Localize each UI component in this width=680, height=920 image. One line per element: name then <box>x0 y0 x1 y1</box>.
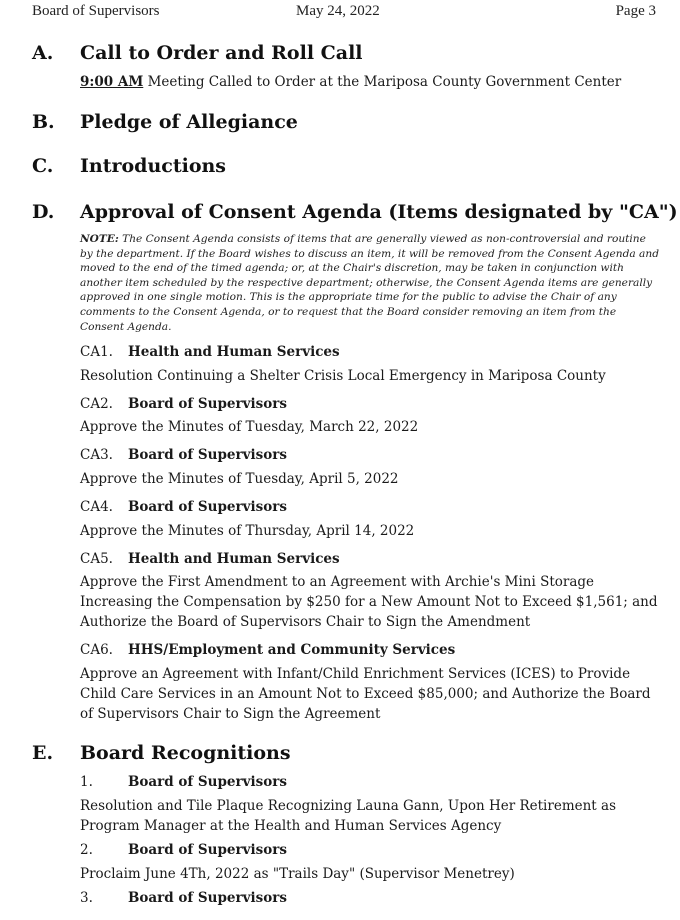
consent-item-ca5-header <box>80 549 340 569</box>
item-department: Board of Supervisors <box>128 774 287 790</box>
consent-agenda-note <box>80 232 660 334</box>
meeting-time: 9:00 AM <box>80 74 144 90</box>
consent-item-ca4-description: Approve the Minutes of Thursday, April 14, 2022 <box>80 523 415 539</box>
item-code: CA5. <box>80 551 113 567</box>
item-code: 1. <box>80 774 93 790</box>
recognition-item-1-header <box>80 772 287 792</box>
section-c-title: Introductions <box>80 155 227 177</box>
section-a-letter: A. <box>32 42 54 64</box>
section-a-title: Call to Order and Roll Call <box>80 42 363 64</box>
item-department: Board of Supervisors <box>128 890 287 906</box>
item-code: 3. <box>80 890 93 906</box>
item-code: CA1. <box>80 344 113 360</box>
section-a-line <box>80 72 660 92</box>
recognition-item-3-header <box>80 888 287 908</box>
consent-item-ca5-description: Approve the First Amendment to an Agreement with Archie's Mini Storage Increasing the Compensation by $250 for a New Amount Not to Exceed $1,561; and Authorize the Board of Supervisors Chair to Sign the Amendment <box>80 574 658 630</box>
item-department: Board of Supervisors <box>128 842 287 858</box>
consent-item-ca3-description: Approve the Minutes of Tuesday, April 5, 2022 <box>80 471 399 487</box>
item-department: Board of Supervisors <box>128 396 287 412</box>
item-code: CA6. <box>80 642 113 658</box>
consent-item-ca1-description: Resolution Continuing a Shelter Crisis Local Emergency in Mariposa County <box>80 368 606 384</box>
consent-item-ca1-header <box>80 342 340 362</box>
meeting-description: Meeting Called to Order at the Mariposa County Government Center <box>147 74 622 90</box>
consent-item-ca2-header <box>80 394 287 414</box>
header-date: May 24, 2022 <box>296 3 380 19</box>
item-code: CA4. <box>80 499 113 515</box>
header-page-number: Page 3 <box>615 3 656 19</box>
consent-item-ca4-header <box>80 497 287 517</box>
section-e-letter: E. <box>32 742 54 764</box>
section-d-title: Approval of Consent Agenda (Items designated by "CA") <box>80 201 678 223</box>
recognition-item-2-description: Proclaim June 4Th, 2022 as "Trails Day" (Supervisor Menetrey) <box>80 866 515 882</box>
consent-item-ca3-header <box>80 445 287 465</box>
consent-item-ca6-header <box>80 640 456 660</box>
section-e-title: Board Recognitions <box>80 742 291 764</box>
section-c-letter: C. <box>32 155 54 177</box>
consent-item-ca6-description: Approve an Agreement with Infant/Child Enrichment Services (ICES) to Provide Child Care Services in an Amount Not to Exceed $85,000; and Authorize the Board of Supervisors Chair to Sign the Agreement <box>80 666 651 722</box>
item-department: Health and Human Services <box>128 344 340 360</box>
section-b-letter: B. <box>32 111 55 133</box>
note-text: The Consent Agenda consists of items that are generally viewed as non-controversial and routine by the department. If the Board wishes to discuss an item, it will be removed from the Consent Agenda and moved to the end of the timed agenda; or, at the Chair's discretion, may be taken in conjunction with another item scheduled by the respective department; otherwise, the Consent Agenda items are generally approved in one single motion. This is the appropriate time for the public to advise the Chair of any comments to the Consent Agenda, or to request that the Board consider removing an item from the Consent Agenda. <box>80 233 659 333</box>
consent-item-ca2-description: Approve the Minutes of Tuesday, March 22, 2022 <box>80 419 419 435</box>
item-code: 2. <box>80 842 93 858</box>
section-b-title: Pledge of Allegiance <box>80 111 298 133</box>
item-code: CA3. <box>80 447 113 463</box>
item-department: Board of Supervisors <box>128 499 287 515</box>
item-department: Health and Human Services <box>128 551 340 567</box>
recognition-item-1-description: Resolution and Tile Plaque Recognizing Launa Gann, Upon Her Retirement as Program Manager at the Health and Human Services Agency <box>80 798 616 834</box>
item-code: CA2. <box>80 396 113 412</box>
note-label: NOTE: <box>80 233 119 245</box>
item-department: Board of Supervisors <box>128 447 287 463</box>
item-department: HHS/Employment and Community Services <box>128 642 456 658</box>
header-body-name: Board of Supervisors <box>32 3 160 19</box>
section-d-letter: D. <box>32 201 55 223</box>
recognition-item-2-header <box>80 840 287 860</box>
